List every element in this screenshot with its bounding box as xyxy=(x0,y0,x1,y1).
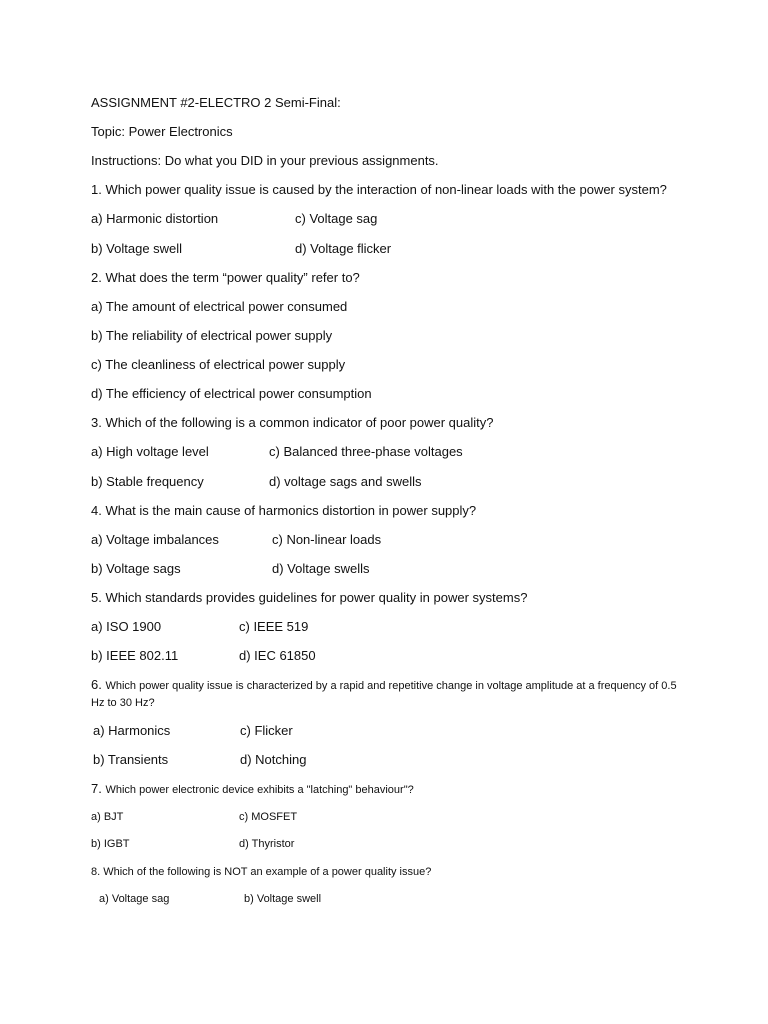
q7-option-c: c) MOSFET xyxy=(239,811,298,823)
q6-option-a: a) Harmonics xyxy=(93,723,171,738)
q4-option-b: b) Voltage sags xyxy=(91,561,181,576)
q7-option-b: b) IGBT xyxy=(91,838,130,850)
q1-option-c: c) Voltage sag xyxy=(295,211,378,226)
question-7-number: 7. xyxy=(91,781,102,796)
q3-option-b: b) Stable frequency xyxy=(91,474,204,489)
q6-option-c: c) Flicker xyxy=(240,723,293,738)
topic-line: Topic: Power Electronics xyxy=(91,124,233,139)
q8-option-a: a) Voltage sag xyxy=(99,893,170,905)
q1-option-a: a) Harmonic distortion xyxy=(91,211,219,226)
q5-option-b: b) IEEE 802.11 xyxy=(91,648,179,663)
q1-option-b: b) Voltage swell xyxy=(91,241,183,256)
q6-option-b: b) Transients xyxy=(93,752,169,767)
q5-option-d: d) IEC 61850 xyxy=(239,648,316,663)
q3-option-c: c) Balanced three-phase voltages xyxy=(269,444,463,459)
q2-option-b: b) The reliability of electrical power supply xyxy=(91,328,333,343)
assignment-title: ASSIGNMENT #2-ELECTRO 2 Semi-Final: xyxy=(91,95,341,110)
q7-option-a: a) BJT xyxy=(91,811,124,823)
q4-option-c: c) Non-linear loads xyxy=(272,532,382,547)
question-1: 1. Which power quality issue is caused by the interaction of non-linear loads with the power system? xyxy=(91,182,667,197)
q3-option-a: a) High voltage level xyxy=(91,444,209,459)
question-7-text: Which power electronic device exhibits a "latching" behaviour"? xyxy=(105,784,414,796)
q7-option-d: d) Thyristor xyxy=(239,838,295,850)
q5-option-c: c) IEEE 519 xyxy=(239,619,309,634)
q8-option-b: b) Voltage swell xyxy=(244,893,322,905)
question-5: 5. Which standards provides guidelines for power quality in power systems? xyxy=(91,590,528,605)
question-6 xyxy=(91,677,691,711)
q4-option-d: d) Voltage swells xyxy=(272,561,370,576)
question-4: 4. What is the main cause of harmonics distortion in power supply? xyxy=(91,503,477,518)
q2-option-c: c) The cleanliness of electrical power supply xyxy=(91,357,346,372)
question-2: 2. What does the term “power quality” refer to? xyxy=(91,270,360,285)
question-7 xyxy=(91,781,414,798)
q3-option-d: d) voltage sags and swells xyxy=(269,474,422,489)
question-3: 3. Which of the following is a common indicator of poor power quality? xyxy=(91,415,494,430)
question-6-text: Which power quality issue is characterized by a rapid and repetitive change in voltage amplitude at a frequency of 0.5 Hz to 30 Hz? xyxy=(91,680,677,709)
question-8: 8. Which of the following is NOT an example of a power quality issue? xyxy=(91,866,432,878)
q1-option-d: d) Voltage flicker xyxy=(295,241,392,256)
instructions-line: Instructions: Do what you DID in your previous assignments. xyxy=(91,153,439,168)
q2-option-d: d) The efficiency of electrical power consumption xyxy=(91,386,372,401)
q4-option-a: a) Voltage imbalances xyxy=(91,532,219,547)
q6-option-d: d) Notching xyxy=(240,752,307,767)
q2-option-a: a) The amount of electrical power consumed xyxy=(91,299,348,314)
question-6-number: 6. xyxy=(91,677,102,692)
q5-option-a: a) ISO 1900 xyxy=(91,619,162,634)
